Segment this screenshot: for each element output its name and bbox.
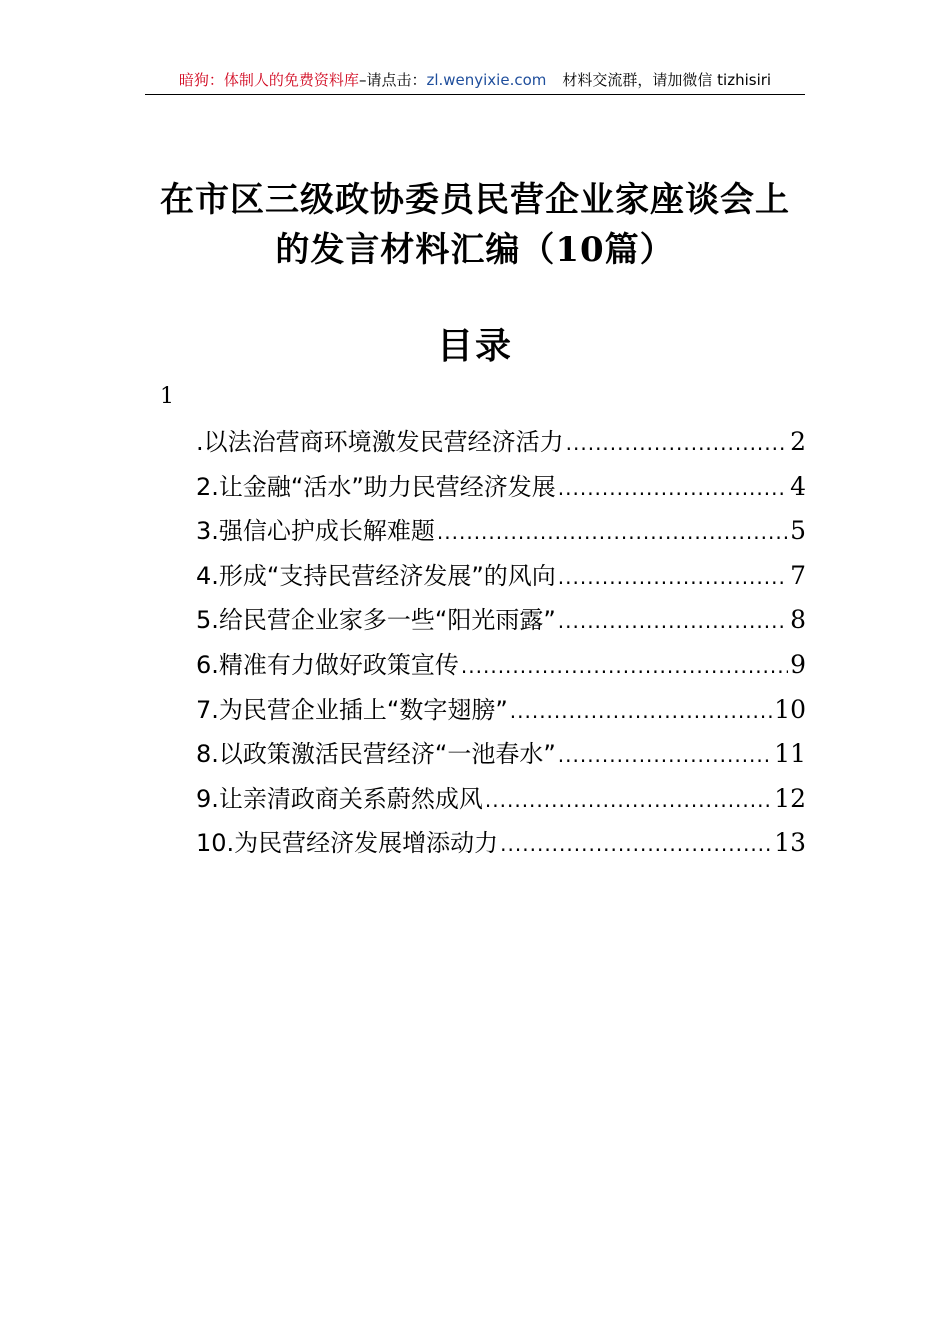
toc-leader-dots — [500, 822, 772, 866]
toc-leader-dots — [437, 510, 788, 554]
toc-entry[interactable] — [196, 821, 806, 866]
header-prompt: –请点击： — [358, 71, 427, 89]
toc-entry-title: 3.强信心护成长解难题 — [196, 517, 435, 546]
toc-entry-page: 10 — [774, 694, 806, 724]
toc-entry-page: 12 — [774, 783, 806, 813]
toc-entry-title: 8.以政策激活民营经济“一池春水” — [196, 740, 556, 769]
toc-entry-page: 2 — [790, 427, 806, 456]
document-title-line-2: 的发言材料汇编（10篇） — [275, 230, 675, 270]
toc-entry[interactable] — [196, 732, 806, 777]
toc-entry-page: 8 — [790, 605, 806, 635]
toc-leader-dots — [566, 421, 788, 465]
toc-entry-title: 7.为民营企业插上“数字翅膀” — [196, 695, 508, 724]
toc-entry-title: 2.让金融“活水”助力民营经济发展 — [196, 472, 556, 501]
toc-entry[interactable] — [196, 465, 806, 510]
toc-entry-title: 10.为民营经济发展增添动力 — [196, 829, 499, 858]
toc-entry[interactable] — [196, 598, 806, 643]
toc-entry-page: 7 — [790, 560, 806, 590]
toc-leader-dots — [558, 599, 788, 643]
toc-leader-dots — [558, 733, 772, 777]
toc-leader-dots — [461, 644, 788, 688]
header-site-name: 暗狗：体制人的免费资料库 — [178, 71, 359, 89]
page-header — [145, 68, 805, 95]
toc-entry[interactable] — [196, 420, 806, 465]
toc-leader-dots — [558, 466, 788, 510]
toc-entry-page: 4 — [790, 471, 806, 501]
toc-entry-page: 11 — [774, 739, 806, 769]
toc-entry-page: 13 — [774, 828, 806, 858]
toc-entry[interactable] — [196, 509, 806, 554]
toc-entry[interactable] — [196, 777, 806, 822]
toc-entry-title: 4.形成“支持民营经济发展”的风向 — [196, 561, 556, 590]
table-of-contents — [196, 420, 806, 866]
toc-heading: 目录 — [436, 325, 513, 367]
toc-leader-dots — [485, 778, 772, 822]
toc-entry-page: 9 — [790, 649, 806, 679]
toc-leader-dots — [558, 555, 788, 599]
header-contact: 材料交流群，请加微信 tizhisiri — [562, 71, 772, 89]
toc-entry[interactable] — [196, 643, 806, 688]
toc-entry[interactable] — [196, 554, 806, 599]
toc-entry-title: 6.精准有力做好政策宣传 — [196, 650, 459, 679]
toc-entry-page: 5 — [790, 516, 806, 546]
header-link[interactable]: zl.wenyixie.com — [426, 71, 547, 89]
toc-entry-title: 5.给民营企业家多一些“阳光雨露” — [196, 606, 556, 635]
document-title-line-1: 在市区三级政协委员民营企业家座谈会上 — [160, 180, 790, 220]
toc-entry-title: 9.让亲清政商关系蔚然成风 — [196, 784, 483, 813]
toc-entry[interactable] — [196, 688, 806, 733]
toc-entry-title: .以法治营商环境激发民营经济活力 — [196, 428, 564, 456]
toc-stray-number: 1 — [160, 384, 174, 409]
toc-leader-dots — [510, 689, 772, 733]
